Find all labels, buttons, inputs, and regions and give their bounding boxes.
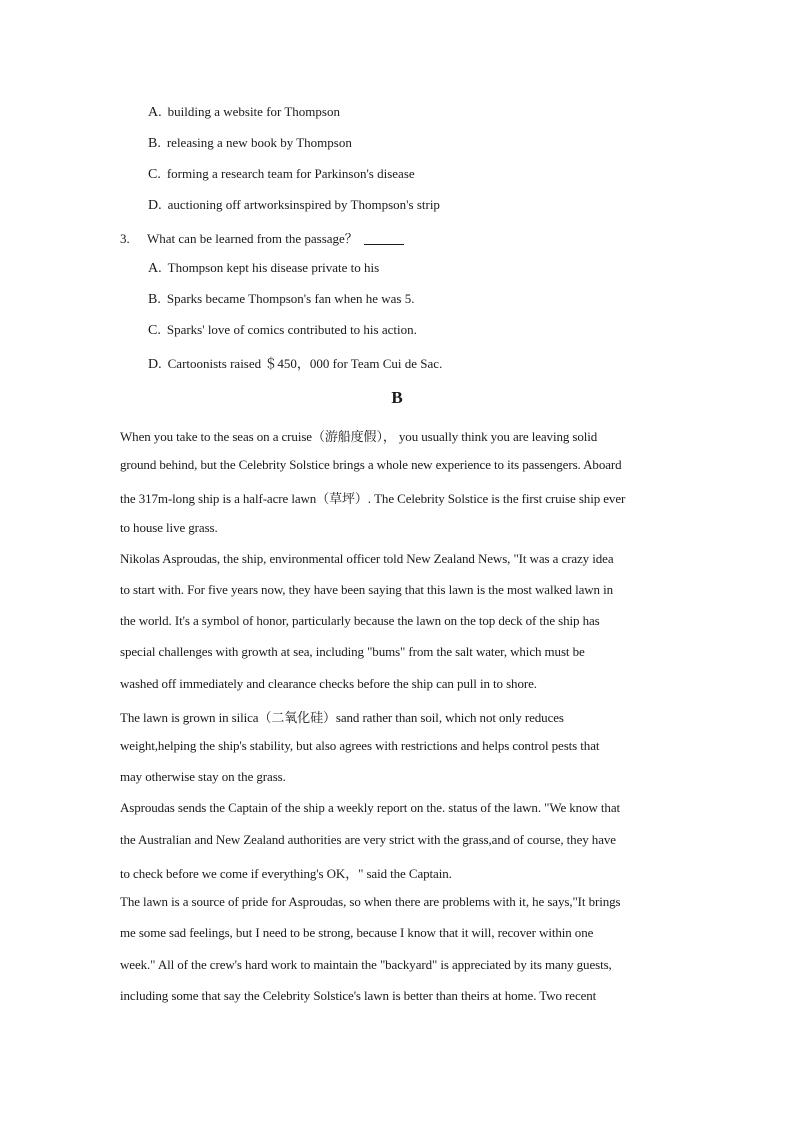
option-text: forming a research team for Parkinson's disease [166, 166, 415, 181]
option-text: Sparks' love of comics contributed to his action. [166, 322, 417, 337]
passage-line: may otherwise stay on the grass. [120, 769, 286, 784]
option-letter: D. [148, 198, 162, 213]
q2-option-d [148, 197, 440, 214]
passage-line: week." All of the crew's hard work to maintain the "backyard" is appreciated by its many guests, [120, 957, 612, 972]
passage-line: When you take to the seas on a cruise（游船度假）， you usually think you are leaving solid [120, 429, 598, 444]
q2-option-a [148, 104, 340, 121]
question-3-stem [120, 228, 404, 247]
answer-blank [364, 244, 404, 245]
passage-line: to check before we come if everything's OK，" said the Captain. [120, 866, 452, 881]
q2-option-c [148, 166, 415, 183]
option-text: Sparks became Thompson's fan when he was 5. [166, 291, 415, 306]
passage-line: Nikolas Asproudas, the ship, environmental officer told New Zealand News, "It was a crazy idea [120, 551, 614, 566]
option-letter: D. [148, 357, 162, 372]
section-title: B [391, 388, 403, 407]
option-letter: A. [148, 261, 162, 276]
passage-line: to house live grass. [120, 520, 218, 535]
q3-option-d [148, 353, 442, 373]
question-number: 3. [120, 231, 130, 246]
q3-option-b [148, 291, 414, 308]
option-text: Thompson kept his disease private to his [167, 260, 380, 275]
option-text: Cartoonists raised ＄450，000 for Team Cui de Sac. [167, 356, 443, 371]
option-letter: B. [148, 136, 161, 151]
passage-line: the world. It's a symbol of honor, particularly because the lawn on the top deck of the ship has [120, 613, 600, 628]
passage-line: the Australian and New Zealand authorities are very strict with the grass,and of course, they have [120, 832, 616, 847]
question-text: What can be learned from the passage？ [147, 231, 358, 246]
option-letter: C. [148, 323, 161, 338]
option-letter: C. [148, 167, 161, 182]
passage-line: me some sad feelings, but I need to be strong, because I know that it will, recover within one [120, 925, 594, 940]
passage-line: Asproudas sends the Captain of the ship a weekly report on the. status of the lawn. "We know that [120, 800, 621, 815]
passage-line: the 317m-long ship is a half-acre lawn（草坪）. The Celebrity Solstice is the first cruise ship ever [120, 491, 626, 506]
passage-line: to start with. For five years now, they have been saying that this lawn is the most walked lawn in [120, 582, 614, 597]
option-letter: B. [148, 292, 161, 307]
passage-line: including some that say the Celebrity Solstice's lawn is better than theirs at home. Two recent [120, 988, 597, 1003]
option-text: building a website for Thompson [167, 104, 340, 119]
option-text: releasing a new book by Thompson [166, 135, 352, 150]
passage-line: special challenges with growth at sea, including "bums" from the salt water, which must be [120, 644, 585, 659]
passage-line: The lawn is a source of pride for Asproudas, so when there are problems with it, he says,"It brings [120, 894, 621, 909]
passage-line: weight,helping the ship's stability, but also agrees with restrictions and helps control pests that [120, 738, 600, 753]
passage-line: ground behind, but the Celebrity Solstice brings a whole new experience to its passengers. Aboard [120, 457, 622, 472]
passage-line: washed off immediately and clearance checks before the ship can pull in to shore. [120, 676, 537, 691]
option-letter: A. [148, 105, 162, 120]
q3-option-c [148, 322, 417, 339]
q2-option-b [148, 135, 352, 152]
q3-option-a [148, 260, 379, 277]
option-text: auctioning off artworksinspired by Thompson's strip [167, 197, 440, 212]
passage-line: The lawn is grown in silica（二氧化硅）sand rather than soil, which not only reduces [120, 710, 564, 725]
